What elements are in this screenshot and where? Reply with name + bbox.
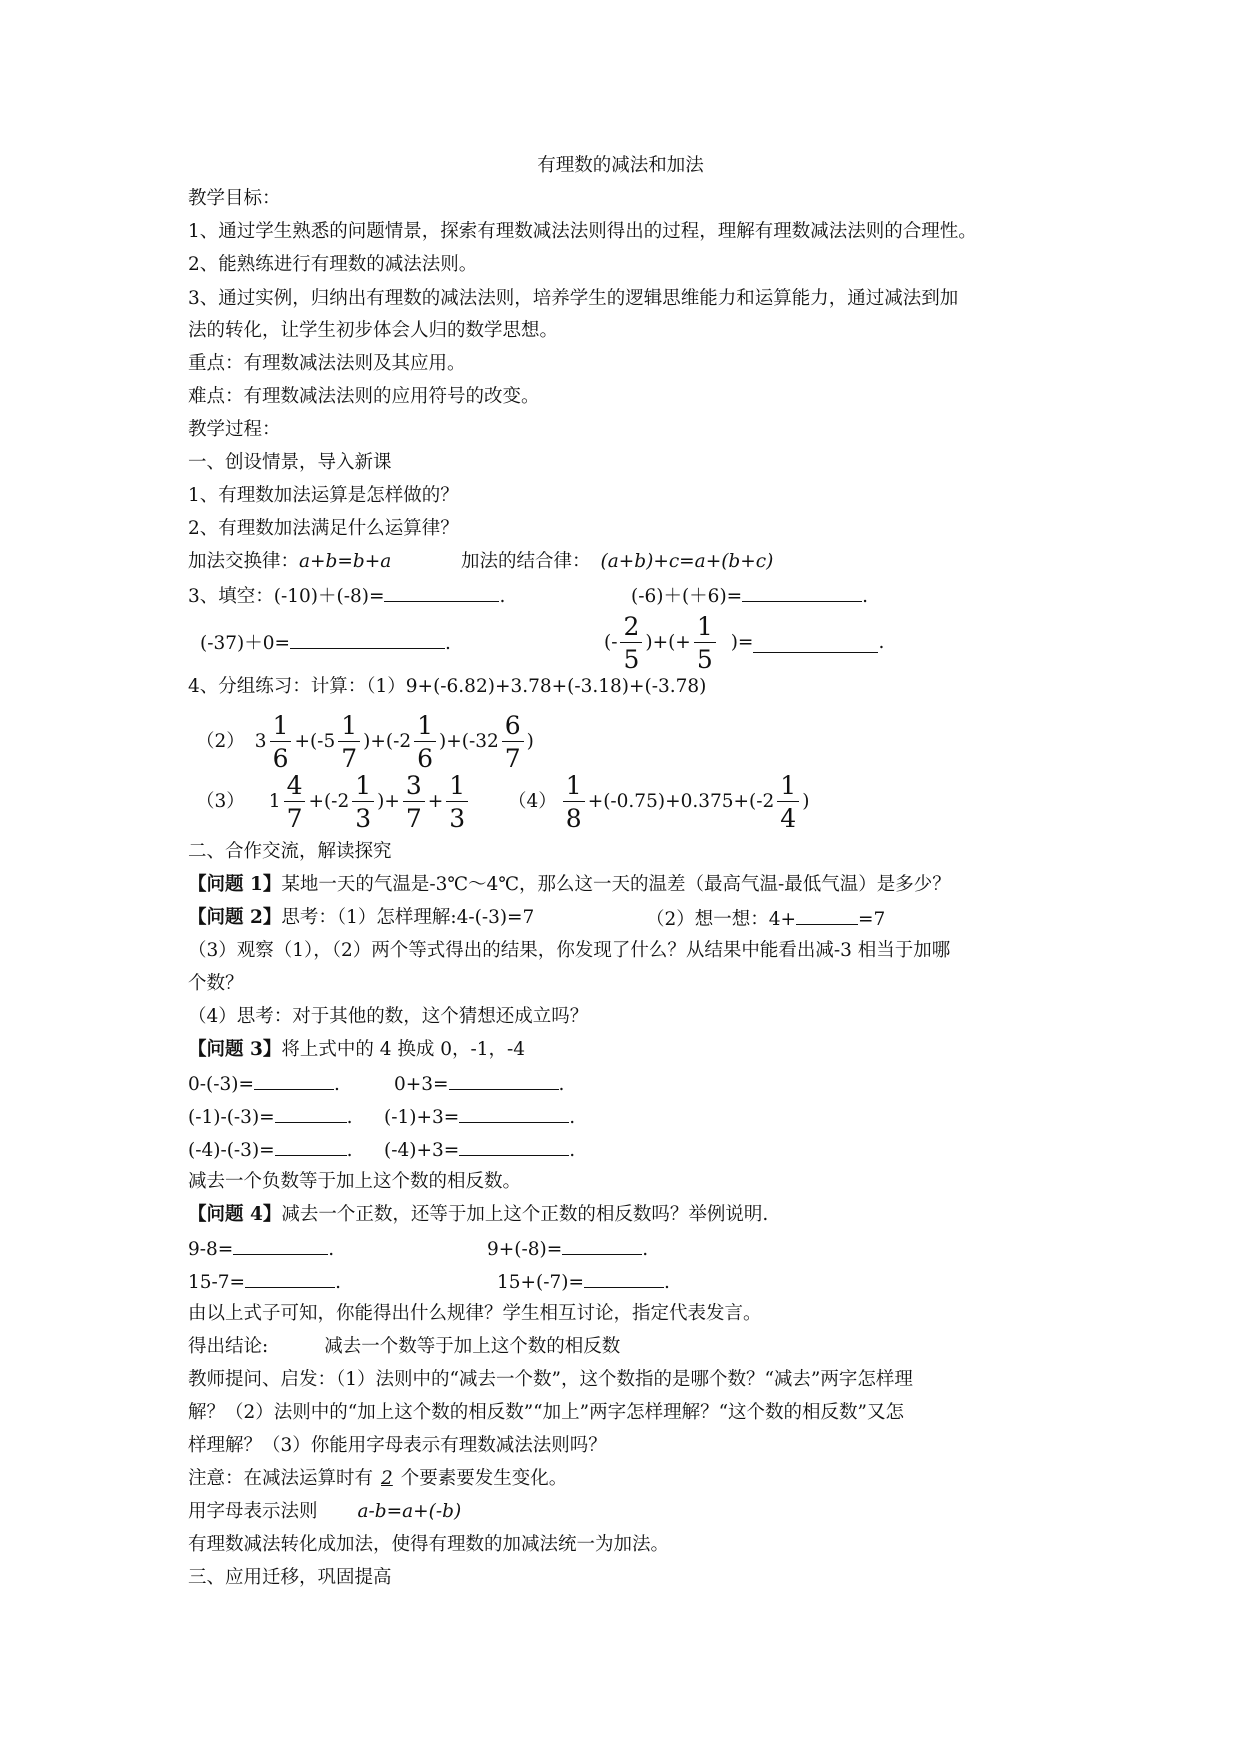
problem-2-text: 思考：（1）怎样理解:4-(-3)=7 bbox=[281, 907, 535, 928]
fraction bbox=[284, 773, 306, 831]
answer-blank[interactable] bbox=[290, 630, 445, 649]
answer-blank[interactable] bbox=[275, 1104, 347, 1123]
conclusion-text: 减去一个数等于加上这个数的相反数 bbox=[324, 1336, 621, 1357]
denominator: 7 bbox=[286, 804, 303, 833]
numerator: 3 bbox=[403, 773, 425, 802]
goal-1: 1、通过学生熟悉的问题情景，探索有理数减法法则得出的过程，理解有理数减法法则的合理性。 bbox=[188, 221, 977, 242]
note bbox=[188, 1467, 567, 1491]
answer-blank[interactable] bbox=[384, 583, 499, 602]
period: . bbox=[328, 1239, 335, 1260]
numerator: 1 bbox=[777, 773, 799, 802]
expr-text: )+(- bbox=[363, 731, 400, 752]
expr-text: (-1)-(-3)= bbox=[188, 1107, 275, 1128]
problem-4 bbox=[188, 1203, 768, 1227]
rule-question: 由以上式子可知，你能得出什么规律？学生相互讨论，指定代表发言。 bbox=[188, 1303, 762, 1324]
fraction bbox=[563, 773, 585, 831]
exercise-row bbox=[394, 1071, 564, 1097]
whole-part: 5 bbox=[323, 731, 336, 752]
denominator: 5 bbox=[623, 645, 640, 674]
fill-blank-b bbox=[631, 583, 868, 609]
exercise-4-part-4 bbox=[508, 766, 809, 838]
fill-label: 3、填空： bbox=[188, 586, 274, 607]
commutative-formula: a+b=b+a bbox=[299, 551, 392, 572]
goal-3-line-2: 法的转化，让学生初步体会人归的数学思想。 bbox=[188, 320, 559, 341]
answer-blank[interactable] bbox=[449, 1071, 559, 1090]
numerator: 6 bbox=[502, 713, 524, 742]
doc-title: 有理数的减法和加法 bbox=[537, 155, 704, 176]
numerator: 2 bbox=[620, 614, 642, 643]
whole-part: 32 bbox=[475, 731, 499, 752]
denominator: 3 bbox=[355, 804, 372, 833]
problem-3 bbox=[188, 1038, 525, 1062]
answer-blank[interactable] bbox=[562, 1236, 642, 1255]
period: . bbox=[558, 1074, 565, 1095]
expr-text: + bbox=[384, 791, 400, 812]
exercise-row bbox=[384, 1104, 575, 1130]
teacher-line-3: 样理解？（3）你能用字母表示有理数减法法则吗？ bbox=[188, 1435, 607, 1456]
expr-text: （2）想一想：4+ bbox=[646, 909, 797, 930]
note-number: 2 bbox=[381, 1468, 393, 1489]
expr-text: ) bbox=[526, 731, 534, 752]
expr-text: 9-8= bbox=[188, 1239, 234, 1260]
problem-1-text: 某地一天的气温是-3℃～4℃，那么这一天的温差（最高气温-最低气温）是多少？ bbox=[281, 874, 951, 895]
section-3-heading: 三、应用迁移，巩固提高 bbox=[188, 1567, 392, 1588]
expr-text: =7 bbox=[858, 909, 886, 930]
problem-1 bbox=[188, 873, 951, 897]
mixed-number bbox=[255, 713, 295, 771]
exercise-row bbox=[188, 1236, 334, 1262]
question-2: 2、有理数加法满足什么运算律？ bbox=[188, 518, 459, 539]
expr-text: (-4)-(-3)= bbox=[188, 1140, 275, 1161]
fraction bbox=[777, 773, 799, 831]
fraction bbox=[414, 713, 436, 771]
fraction bbox=[338, 713, 360, 771]
numerator: 4 bbox=[284, 773, 306, 802]
numerator: 1 bbox=[446, 773, 468, 802]
problem-3-text: 将上式中的 4 换成 0，-1，-4 bbox=[281, 1039, 526, 1060]
numerator: 1 bbox=[414, 713, 436, 742]
mixed-number bbox=[475, 713, 526, 771]
item-label: （2） bbox=[196, 731, 245, 752]
answer-blank[interactable] bbox=[459, 1104, 569, 1123]
denominator: 8 bbox=[565, 804, 582, 833]
problem-4-text: 减去一个正数，还等于加上这个正数的相反数吗？举例说明. bbox=[281, 1204, 769, 1225]
numerator: 1 bbox=[270, 713, 292, 742]
fraction bbox=[694, 614, 716, 672]
expr-text: 9+(-8)= bbox=[487, 1239, 563, 1260]
answer-blank[interactable] bbox=[275, 1137, 347, 1156]
unify-statement: 有理数减法转化成加法，使得有理数的加减法统一为加法。 bbox=[188, 1534, 670, 1555]
negative-rule: 减去一个负数等于加上这个数的相反数。 bbox=[188, 1171, 522, 1192]
fraction bbox=[446, 773, 468, 831]
expr-text: 15-7= bbox=[188, 1272, 246, 1293]
period: . bbox=[346, 1107, 353, 1128]
expr-text: 0-(-3)= bbox=[188, 1074, 254, 1095]
mixed-number bbox=[337, 773, 377, 831]
problem-1-tag: 【问题 1】 bbox=[188, 874, 282, 895]
mixed-number bbox=[399, 713, 439, 771]
answer-blank[interactable] bbox=[459, 1137, 569, 1156]
denominator: 3 bbox=[449, 804, 466, 833]
process-heading: 教学过程： bbox=[188, 419, 281, 440]
letter-rule bbox=[188, 1500, 461, 1524]
expr-text: +(-0.75)+0.375+(-2 bbox=[587, 791, 775, 812]
expr-text: 15+(-7)= bbox=[497, 1272, 584, 1293]
exercise-row bbox=[384, 1137, 575, 1163]
period: . bbox=[333, 1074, 340, 1095]
exercise-row bbox=[487, 1236, 648, 1262]
fill-c-expr: (-37)＋0= bbox=[200, 633, 290, 654]
fill-blank-a bbox=[188, 583, 505, 609]
denominator: 4 bbox=[780, 804, 797, 833]
conclusion bbox=[188, 1335, 620, 1359]
numerator: 1 bbox=[563, 773, 585, 802]
period: . bbox=[335, 1272, 341, 1293]
period: . bbox=[445, 633, 451, 654]
problem-2-part-2 bbox=[646, 906, 885, 932]
expr-text: (-1)+3= bbox=[384, 1107, 460, 1128]
fill-a-expr: (-10)＋(-8)= bbox=[273, 586, 385, 607]
expr-text: ) bbox=[802, 791, 810, 812]
period: . bbox=[878, 632, 885, 653]
answer-blank[interactable] bbox=[796, 906, 858, 925]
note-text: 个要素要发生变化。 bbox=[400, 1468, 568, 1489]
fill-blank-d bbox=[604, 608, 884, 678]
whole-part: 3 bbox=[254, 731, 267, 752]
fill-b-expr: (-6)＋(＋6)= bbox=[631, 586, 743, 607]
teacher-line-1: 教师提问、启发：（1）法则中的“减去一个数”，这个数指的是哪个数？“减去”两字怎样理 bbox=[188, 1369, 913, 1390]
expr-text: (- bbox=[604, 632, 618, 653]
teacher-line-2: 解？（2）法则中的“加上这个数的相反数”“加上”两字怎样理解？“这个数的相反数”又怎 bbox=[188, 1402, 905, 1423]
exercise-4-part-1: 4、分组练习：计算：（1）9+(-6.82)+3.78+(-3.18)+(-3.78) bbox=[188, 676, 707, 697]
associative-law bbox=[461, 550, 773, 574]
commutative-label: 加法交换律： bbox=[188, 551, 300, 572]
expr-text: ) bbox=[377, 791, 385, 812]
exercise-4-part-3 bbox=[196, 766, 471, 838]
denominator: 5 bbox=[696, 645, 713, 674]
period: . bbox=[569, 1107, 576, 1128]
goal-3-line-1: 3、通过实例，归纳出有理数的减法法则，培养学生的逻辑思维能力和运算能力，通过减法到加 bbox=[188, 288, 959, 309]
expr-text: + bbox=[427, 791, 444, 812]
expr-text: 0+3= bbox=[394, 1074, 449, 1095]
problem-3-tag: 【问题 3】 bbox=[188, 1039, 282, 1060]
commutative-law bbox=[188, 550, 391, 574]
problem-2 bbox=[188, 906, 534, 930]
difficulty: 难点：有理数减法法则的应用符号的改变。 bbox=[188, 386, 540, 407]
fraction bbox=[502, 713, 524, 771]
denominator: 7 bbox=[341, 744, 358, 773]
key-point: 重点：有理数减法法则及其应用。 bbox=[188, 353, 466, 374]
period: . bbox=[664, 1272, 670, 1293]
fraction bbox=[270, 713, 292, 771]
denominator: 7 bbox=[504, 744, 521, 773]
denominator: 7 bbox=[405, 804, 422, 833]
denominator: 6 bbox=[272, 744, 289, 773]
expr-text: +(- bbox=[294, 731, 324, 752]
expr-text: )+(+ bbox=[645, 632, 691, 653]
exercise-row bbox=[188, 1104, 353, 1130]
problem-2-part-4: （4）思考：对于其他的数，这个猜想还成立吗？ bbox=[188, 1006, 589, 1027]
numerator: 1 bbox=[694, 614, 716, 643]
mixed-number bbox=[323, 713, 363, 771]
expr-text: (-4)+3= bbox=[384, 1140, 460, 1161]
expr-text: )+(- bbox=[439, 731, 476, 752]
period: . bbox=[642, 1239, 649, 1260]
period: . bbox=[569, 1140, 576, 1161]
period: . bbox=[862, 586, 869, 607]
answer-blank[interactable] bbox=[245, 1269, 335, 1288]
fraction bbox=[620, 614, 642, 672]
question-1: 1、有理数加法运算是怎样做的？ bbox=[188, 485, 459, 506]
item-label: （4） bbox=[508, 791, 557, 812]
denominator: 6 bbox=[417, 744, 434, 773]
whole-part: 1 bbox=[268, 791, 281, 812]
expr-text: +(- bbox=[308, 791, 338, 812]
goals-heading: 教学目标： bbox=[188, 188, 281, 209]
goal-2: 2、能熟练进行有理数的减法法则。 bbox=[188, 254, 478, 275]
exercise-row bbox=[188, 1071, 340, 1097]
period: . bbox=[499, 586, 506, 607]
whole-part: 2 bbox=[399, 731, 412, 752]
answer-blank[interactable] bbox=[254, 1071, 334, 1090]
period: . bbox=[346, 1140, 353, 1161]
whole-part: 2 bbox=[337, 791, 350, 812]
numerator: 1 bbox=[338, 713, 360, 742]
numerator: 1 bbox=[352, 773, 374, 802]
associative-formula: (a+b)+c=a+(b+c) bbox=[600, 551, 774, 572]
letter-rule-label: 用字母表示法则 bbox=[188, 1501, 318, 1522]
expr-text: )= bbox=[730, 632, 754, 653]
section-2-heading: 二、合作交流，解读探究 bbox=[188, 841, 392, 862]
section-1-heading: 一、创设情景，导入新课 bbox=[188, 452, 392, 473]
answer-blank[interactable] bbox=[584, 1269, 664, 1288]
answer-blank[interactable] bbox=[742, 583, 862, 602]
answer-blank[interactable] bbox=[753, 634, 878, 653]
problem-4-tag: 【问题 4】 bbox=[188, 1204, 282, 1225]
item-label: （3） bbox=[196, 791, 245, 812]
associative-label: 加法的结合律： bbox=[461, 551, 591, 572]
note-text: 注意：在减法运算时有 bbox=[188, 1468, 374, 1489]
problem-2-part-3-line-1: （3）观察（1），（2）两个等式得出的结果，你发现了什么？从结果中能看出减-3 相当于加哪 bbox=[188, 940, 951, 961]
exercise-row bbox=[188, 1269, 341, 1295]
problem-2-tag: 【问题 2】 bbox=[188, 907, 282, 928]
exercise-row bbox=[497, 1269, 670, 1295]
conclusion-label: 得出结论: bbox=[188, 1336, 269, 1357]
exercise-row bbox=[188, 1137, 353, 1163]
answer-blank[interactable] bbox=[233, 1236, 328, 1255]
mixed-number bbox=[269, 773, 309, 831]
letter-rule-formula: a-b=a+(-b) bbox=[357, 1501, 462, 1522]
fraction bbox=[403, 773, 425, 831]
fill-blank-c bbox=[200, 630, 451, 656]
problem-2-part-3-line-2: 个数？ bbox=[188, 973, 244, 994]
fraction bbox=[352, 773, 374, 831]
